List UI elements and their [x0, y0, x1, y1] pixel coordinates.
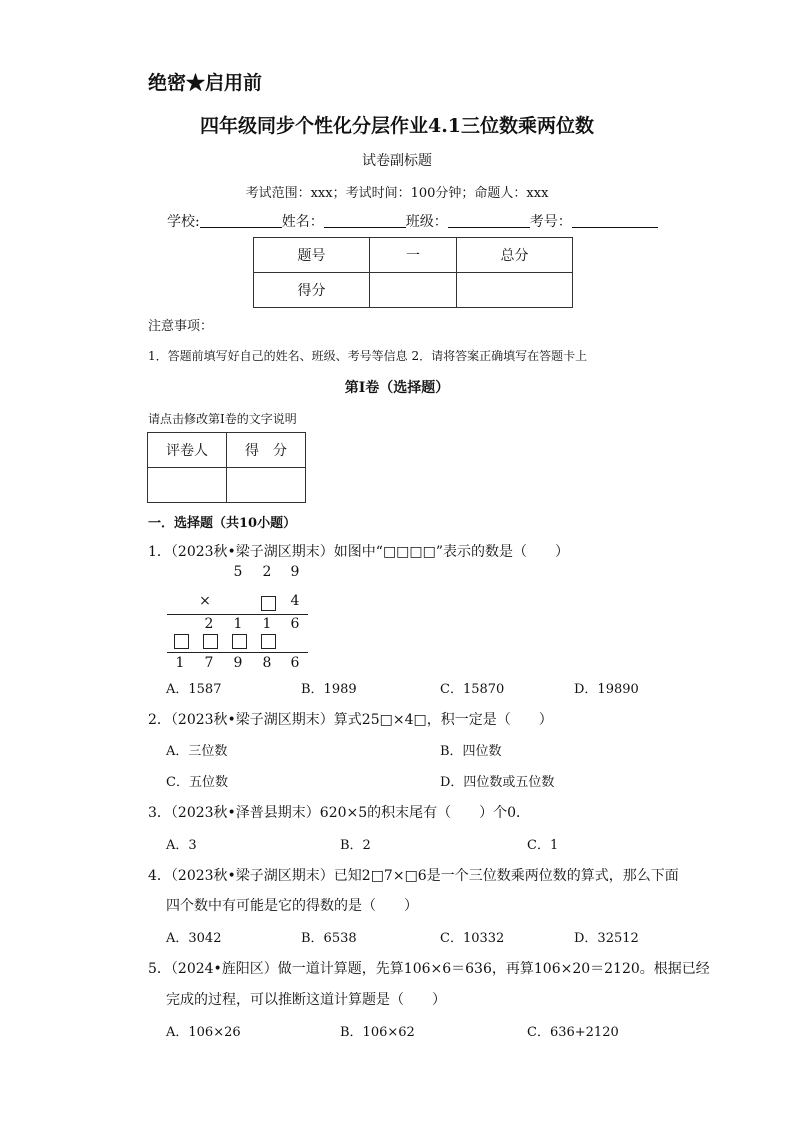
option-b[interactable]: B．四位数 — [440, 744, 502, 759]
grader-cell[interactable] — [148, 468, 227, 503]
fig-digit: 6 — [290, 616, 300, 632]
question-3-stem: 3．（2023秋•泽普县期末）620×5的积末尾有（ ）个0． — [148, 805, 531, 821]
blank-box — [232, 634, 247, 649]
option-d[interactable]: D．32512 — [574, 931, 639, 946]
option-b[interactable]: B．1989 — [301, 682, 357, 697]
question-4-stem: 4．（2023秋•梁子湖区期末）已知2□7×□6是一个三位数乘两位数的算式，那么下面 — [148, 868, 679, 884]
times-sign: × — [199, 593, 211, 609]
fig-digit: 9 — [290, 564, 300, 580]
blank-box — [174, 634, 189, 649]
class-blank[interactable] — [448, 213, 530, 228]
grader-header: 评卷人 — [148, 433, 227, 468]
fig-digit: 8 — [262, 655, 272, 671]
number-label: 考号： — [529, 214, 572, 230]
option-c[interactable]: C．15870 — [440, 682, 505, 697]
fig-digit: 4 — [290, 593, 300, 609]
option-b[interactable]: B．6538 — [301, 931, 357, 946]
option-d[interactable]: D．四位数或五位数 — [440, 775, 555, 790]
number-blank[interactable] — [572, 213, 658, 228]
fig-digit: 1 — [262, 616, 272, 632]
notes-heading: 注意事项： — [148, 319, 214, 334]
fig-digit: 9 — [233, 655, 243, 671]
score-row-label: 得分 — [254, 273, 370, 308]
page-subtitle: 试卷副标题 — [362, 153, 432, 169]
blank-box — [261, 596, 276, 611]
name-blank[interactable] — [324, 213, 406, 228]
notes-text: 1．答题前填写好自己的姓名、班级、考号等信息 2．请将答案正确填写在答题卡上 — [148, 349, 588, 363]
fig-digit: 1 — [175, 655, 185, 671]
option-c[interactable]: C．636+2120 — [527, 1025, 619, 1040]
figure-line — [167, 652, 308, 653]
blank-box — [203, 634, 218, 649]
exam-info: 考试范围：xxx；考试时间：100分钟；命题人：xxx — [245, 186, 549, 201]
student-fields — [167, 211, 658, 231]
score-header-one: 一 — [370, 238, 457, 273]
grade-header: 得 分 — [227, 433, 306, 468]
section-title: 一．选择题（共10小题） — [148, 516, 297, 531]
fig-digit: 2 — [204, 616, 214, 632]
fig-digit: 7 — [204, 655, 214, 671]
question-5-stem-cont: 完成的过程，可以推断这道计算题是（ ） — [166, 992, 446, 1008]
volume-edit-hint[interactable]: 请点击修改第Ⅰ卷的文字说明 — [148, 412, 297, 426]
option-b[interactable]: B．2 — [340, 838, 371, 853]
score-cell-total[interactable] — [457, 273, 573, 308]
blank-box — [261, 634, 276, 649]
volume-title: 第Ⅰ卷（选择题） — [344, 380, 450, 396]
score-table — [253, 237, 573, 308]
score-cell-one[interactable] — [370, 273, 457, 308]
fig-digit: 5 — [233, 564, 243, 580]
option-c[interactable]: C．1 — [527, 838, 559, 853]
option-c[interactable]: C．五位数 — [166, 775, 228, 790]
option-a[interactable]: A．1587 — [166, 682, 222, 697]
name-label: 姓名： — [281, 214, 324, 230]
fig-digit: 6 — [290, 655, 300, 671]
question-2-stem: 2．（2023秋•梁子湖区期末）算式25□×4□，积一定是（ ） — [148, 712, 553, 728]
school-blank[interactable] — [200, 213, 282, 228]
fig-digit: 1 — [233, 616, 243, 632]
option-a[interactable]: A．3 — [166, 838, 197, 853]
school-label: 学校: — [167, 214, 200, 230]
grader-table — [147, 432, 306, 503]
class-label: 班级： — [405, 214, 448, 230]
question-4-stem-cont: 四个数中有可能是它的得数的是（ ） — [166, 898, 418, 914]
fig-digit: 2 — [262, 564, 272, 580]
figure-line — [167, 614, 308, 615]
option-b[interactable]: B．106×62 — [340, 1025, 415, 1040]
option-a[interactable]: A．3042 — [166, 931, 222, 946]
page-title: 四年级同步个性化分层作业4.1三位数乘两位数 — [199, 115, 595, 137]
score-header-total: 总分 — [457, 238, 573, 273]
score-header-qno: 题号 — [254, 238, 370, 273]
option-a[interactable]: A．三位数 — [166, 744, 228, 759]
grade-cell[interactable] — [227, 468, 306, 503]
option-d[interactable]: D．19890 — [574, 682, 639, 697]
option-a[interactable]: A．106×26 — [166, 1025, 241, 1040]
question-5-stem: 5．（2024•旌阳区）做一道计算题，先算106×6＝636，再算106×20＝2120。根据已经 — [148, 961, 710, 977]
secret-label: 绝密★启用前 — [148, 72, 263, 94]
question-1-stem: 1．（2023秋•梁子湖区期末）如图中“□□□□”表示的数是（ ） — [148, 544, 570, 560]
option-c[interactable]: C．10332 — [440, 931, 505, 946]
